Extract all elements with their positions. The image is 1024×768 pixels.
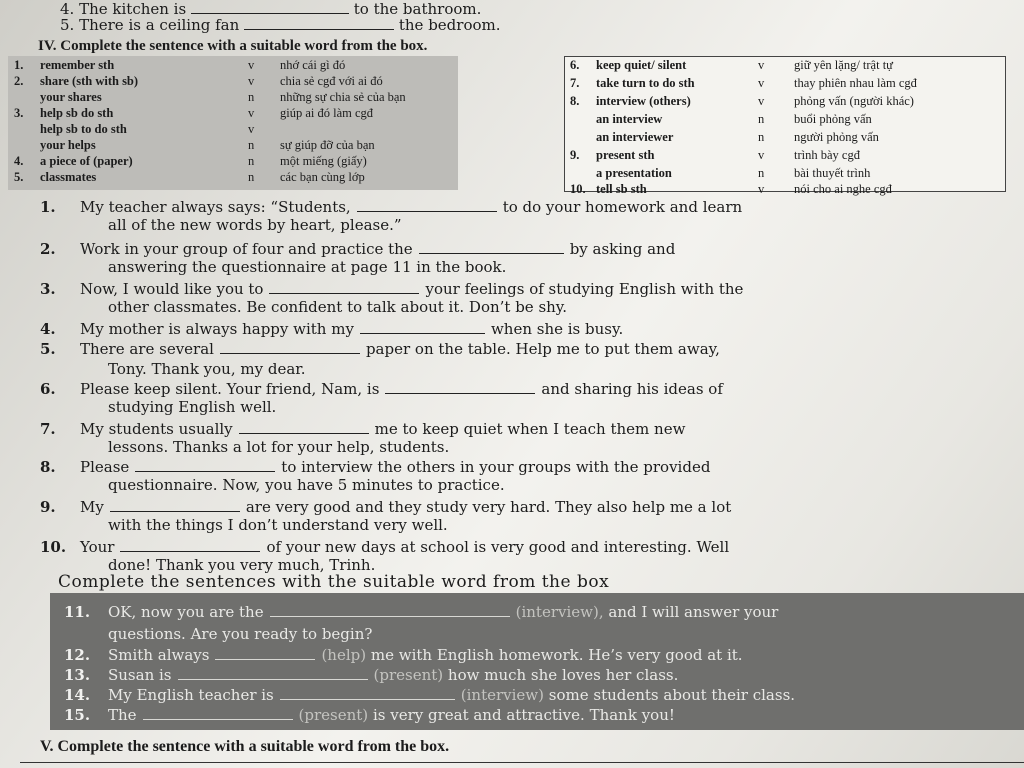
section-iv-title: IV. Complete the sentence with a suitable word from the box. bbox=[38, 38, 428, 54]
item-text: to the bathroom. bbox=[353, 0, 482, 18]
sentence-continuation: other classmates. Be confident to talk about it. Don’t be shy. bbox=[108, 298, 568, 316]
vocab-pos: v bbox=[248, 74, 255, 88]
sentence-text: to interview the others in your groups with the provided bbox=[281, 458, 711, 476]
item-text: The bbox=[108, 706, 137, 724]
sentence-number: 4. bbox=[40, 320, 56, 338]
item-number: 11. bbox=[64, 603, 91, 621]
word-hint: (present) bbox=[373, 666, 444, 684]
sentence-3 bbox=[40, 280, 743, 298]
answer-blank[interactable] bbox=[385, 381, 535, 394]
item-number: 14. bbox=[64, 686, 91, 704]
sentence-9 bbox=[40, 498, 731, 516]
vocab-pos: n bbox=[248, 154, 255, 168]
sentence-text: My students usually bbox=[80, 420, 233, 438]
grey-item-11 bbox=[64, 603, 778, 621]
vocab-word: tell sb sth bbox=[596, 182, 647, 196]
vocab-meaning: nói cho ai nghe cgđ bbox=[794, 182, 892, 196]
answer-blank[interactable] bbox=[120, 539, 260, 552]
sentence-continuation: with the things I don’t understand very well. bbox=[108, 516, 448, 534]
sentence-text: and sharing his ideas of bbox=[541, 380, 723, 398]
vocab-pos: v bbox=[248, 106, 255, 120]
word-hint: (interview) bbox=[460, 686, 544, 704]
sentence-text: when she is busy. bbox=[490, 320, 624, 338]
item-text: Susan is bbox=[108, 666, 172, 684]
vocab-word: a piece of (paper) bbox=[40, 154, 133, 168]
sentence-text: There are several bbox=[80, 340, 214, 358]
sentence-continuation: answering the questionnaire at page 11 in the book. bbox=[108, 258, 507, 276]
item-text: the bedroom. bbox=[398, 16, 501, 34]
sentence-number: 5. bbox=[40, 340, 56, 358]
sentence-continuation: questionnaire. Now, you have 5 minutes to practice. bbox=[108, 476, 505, 494]
item-number: 5. bbox=[60, 16, 75, 34]
sentence-2 bbox=[40, 240, 675, 258]
sentence-text: to do your homework and learn bbox=[502, 198, 743, 216]
answer-blank[interactable] bbox=[143, 707, 293, 720]
sentence-5 bbox=[40, 340, 720, 358]
vocab-pos: n bbox=[758, 166, 765, 180]
vocab-word: share (sth with sb) bbox=[40, 74, 139, 88]
vocab-meaning: người phỏng vấn bbox=[794, 130, 879, 144]
vocab-word: help sb to do sth bbox=[40, 122, 127, 136]
answer-blank[interactable] bbox=[270, 604, 510, 617]
vocab-num: 7. bbox=[570, 76, 580, 90]
grey-item-15 bbox=[64, 706, 675, 724]
sentence-text: Please bbox=[80, 458, 130, 476]
vocab-word: classmates bbox=[40, 170, 97, 184]
vocab-meaning: giữ yên lặng/ trật tự bbox=[794, 58, 893, 72]
answer-blank[interactable] bbox=[360, 321, 485, 334]
vocab-meaning: nhớ cái gì đó bbox=[280, 58, 346, 72]
vocab-word: keep quiet/ silent bbox=[596, 58, 687, 72]
sentence-continuation: Tony. Thank you, my dear. bbox=[108, 360, 306, 378]
vocab-pos: n bbox=[758, 130, 765, 144]
sentence-text: Now, I would like you to bbox=[80, 280, 264, 298]
section-v-title: V. Complete the sentence with a suitable word from the box. bbox=[40, 738, 450, 755]
item-text: My English teacher is bbox=[108, 686, 274, 704]
sentence-number: 1. bbox=[40, 198, 56, 216]
answer-blank[interactable] bbox=[178, 667, 368, 680]
answer-blank[interactable] bbox=[239, 421, 369, 434]
word-hint: (present) bbox=[298, 706, 369, 724]
sentence-number: 9. bbox=[40, 498, 56, 516]
vocab-num: 8. bbox=[570, 94, 580, 108]
vocab-pos: v bbox=[758, 148, 765, 162]
divider bbox=[20, 762, 1024, 763]
answer-blank bbox=[191, 1, 349, 14]
vocab-meaning: phỏng vấn (người khác) bbox=[794, 94, 914, 108]
vocab-num: 1. bbox=[14, 58, 24, 72]
item-number: 13. bbox=[64, 666, 91, 684]
vocab-meaning: thay phiên nhau làm cgđ bbox=[794, 76, 917, 90]
vocab-pos: v bbox=[248, 58, 255, 72]
item-number: 4. bbox=[60, 0, 75, 18]
vocab-meaning: giúp ai đó làm cgđ bbox=[280, 106, 374, 120]
item-text: how much she loves her class. bbox=[447, 666, 679, 684]
sentence-continuation: all of the new words by heart, please.” bbox=[108, 216, 402, 234]
sentence-text: My teacher always says: “Students, bbox=[80, 198, 351, 216]
vocab-word: a presentation bbox=[596, 166, 672, 180]
sentence-7 bbox=[40, 420, 685, 438]
answer-blank[interactable] bbox=[110, 499, 240, 512]
answer-blank[interactable] bbox=[357, 199, 497, 212]
sentence-continuation: studying English well. bbox=[108, 398, 277, 416]
answer-blank[interactable] bbox=[269, 281, 419, 294]
item-text: Smith always bbox=[108, 646, 210, 664]
sentence-number: 6. bbox=[40, 380, 56, 398]
sentence-text: Please keep silent. Your friend, Nam, is bbox=[80, 380, 380, 398]
vocab-pos: n bbox=[758, 112, 765, 126]
vocab-word: an interviewer bbox=[596, 130, 674, 144]
vocab-num: 10. bbox=[570, 182, 586, 196]
vocab-pos: v bbox=[758, 94, 765, 108]
answer-blank bbox=[244, 17, 394, 30]
item-text: and I will answer your bbox=[608, 603, 779, 621]
sentence-text: by asking and bbox=[569, 240, 676, 258]
vocab-meaning: các bạn cùng lớp bbox=[280, 170, 365, 184]
vocab-num: 4. bbox=[14, 154, 24, 168]
vocab-meaning: một miếng (giấy) bbox=[280, 154, 367, 168]
sentence-text: My mother is always happy with my bbox=[80, 320, 354, 338]
complete-sentences-title: Complete the sentences with the suitable word from the box bbox=[58, 572, 610, 592]
answer-blank[interactable] bbox=[280, 687, 455, 700]
vocab-word: your helps bbox=[40, 138, 96, 152]
vocab-pos: v bbox=[758, 76, 765, 90]
item-text: is very great and attractive. Thank you! bbox=[372, 706, 675, 724]
sentence-text: me to keep quiet when I teach them new bbox=[374, 420, 686, 438]
vocab-num: 5. bbox=[14, 170, 24, 184]
sentence-8 bbox=[40, 458, 710, 476]
sentence-number: 8. bbox=[40, 458, 56, 476]
sentence-4 bbox=[40, 320, 623, 338]
answer-blank[interactable] bbox=[135, 459, 275, 472]
vocab-num: 6. bbox=[570, 58, 580, 72]
vocab-pos: n bbox=[248, 90, 255, 104]
vocab-pos: n bbox=[248, 170, 255, 184]
sentence-text: of your new days at school is very good and interesting. Well bbox=[266, 538, 730, 556]
item-continuation: questions. Are you ready to begin? bbox=[108, 625, 373, 643]
vocab-word: remember sth bbox=[40, 58, 115, 72]
sentence-number: 2. bbox=[40, 240, 56, 258]
vocab-meaning: trình bày cgđ bbox=[794, 148, 860, 162]
word-hint: (interview), bbox=[515, 603, 604, 621]
sentence-continuation: done! Thank you very much, Trinh. bbox=[108, 556, 376, 574]
vocab-meaning: những sự chia sẻ của bạn bbox=[280, 90, 406, 104]
top-item-5 bbox=[60, 16, 501, 34]
sentence-text: My bbox=[80, 498, 104, 516]
sentence-6 bbox=[40, 380, 723, 398]
sentence-text: Work in your group of four and practice the bbox=[80, 240, 413, 258]
answer-blank[interactable] bbox=[215, 647, 315, 660]
item-number: 12. bbox=[64, 646, 91, 664]
vocab-word: your shares bbox=[40, 90, 102, 104]
grey-item-14 bbox=[64, 686, 795, 704]
sentence-text: paper on the table. Help me to put them away, bbox=[365, 340, 720, 358]
sentence-number: 7. bbox=[40, 420, 56, 438]
item-number: 15. bbox=[64, 706, 91, 724]
sentence-continuation: lessons. Thanks a lot for your help, students. bbox=[108, 438, 450, 456]
item-text: some students about their class. bbox=[548, 686, 796, 704]
word-hint: (help) bbox=[321, 646, 367, 664]
vocab-pos: v bbox=[758, 182, 765, 196]
vocab-pos: n bbox=[248, 138, 255, 152]
grey-item-12 bbox=[64, 646, 743, 664]
answer-blank[interactable] bbox=[419, 241, 564, 254]
vocab-num: 9. bbox=[570, 148, 580, 162]
item-text: The kitchen is bbox=[79, 0, 187, 18]
sentence-text: your feelings of studying English with the bbox=[425, 280, 744, 298]
vocab-word: take turn to do sth bbox=[596, 76, 695, 90]
sentence-10 bbox=[40, 538, 729, 556]
vocab-pos: v bbox=[758, 58, 765, 72]
vocab-word: present sth bbox=[596, 148, 655, 162]
vocab-num: 2. bbox=[14, 74, 24, 88]
item-text: OK, now you are the bbox=[108, 603, 264, 621]
item-text: There is a ceiling fan bbox=[79, 16, 240, 34]
vocab-word: interview (others) bbox=[596, 94, 691, 108]
vocab-meaning: chia sẻ cgđ với ai đó bbox=[280, 74, 383, 88]
grey-item-13 bbox=[64, 666, 678, 684]
answer-blank[interactable] bbox=[220, 341, 360, 354]
vocab-meaning: sự giúp đỡ của bạn bbox=[280, 138, 375, 152]
sentence-text: Your bbox=[80, 538, 115, 556]
sentence-text: are very good and they study very hard. They also help me a lot bbox=[245, 498, 732, 516]
item-text: me with English homework. He’s very good at it. bbox=[370, 646, 743, 664]
vocab-word: an interview bbox=[596, 112, 663, 126]
sentence-number: 3. bbox=[40, 280, 56, 298]
vocabulary-box bbox=[8, 56, 1008, 196]
vocab-meaning: buổi phỏng vấn bbox=[794, 112, 872, 126]
sentence-1 bbox=[40, 198, 742, 216]
vocab-meaning: bài thuyết trình bbox=[794, 166, 871, 180]
vocab-num: 3. bbox=[14, 106, 24, 120]
sentence-number: 10. bbox=[40, 538, 67, 556]
vocab-word: help sb do sth bbox=[40, 106, 114, 120]
vocab-pos: v bbox=[248, 122, 255, 136]
